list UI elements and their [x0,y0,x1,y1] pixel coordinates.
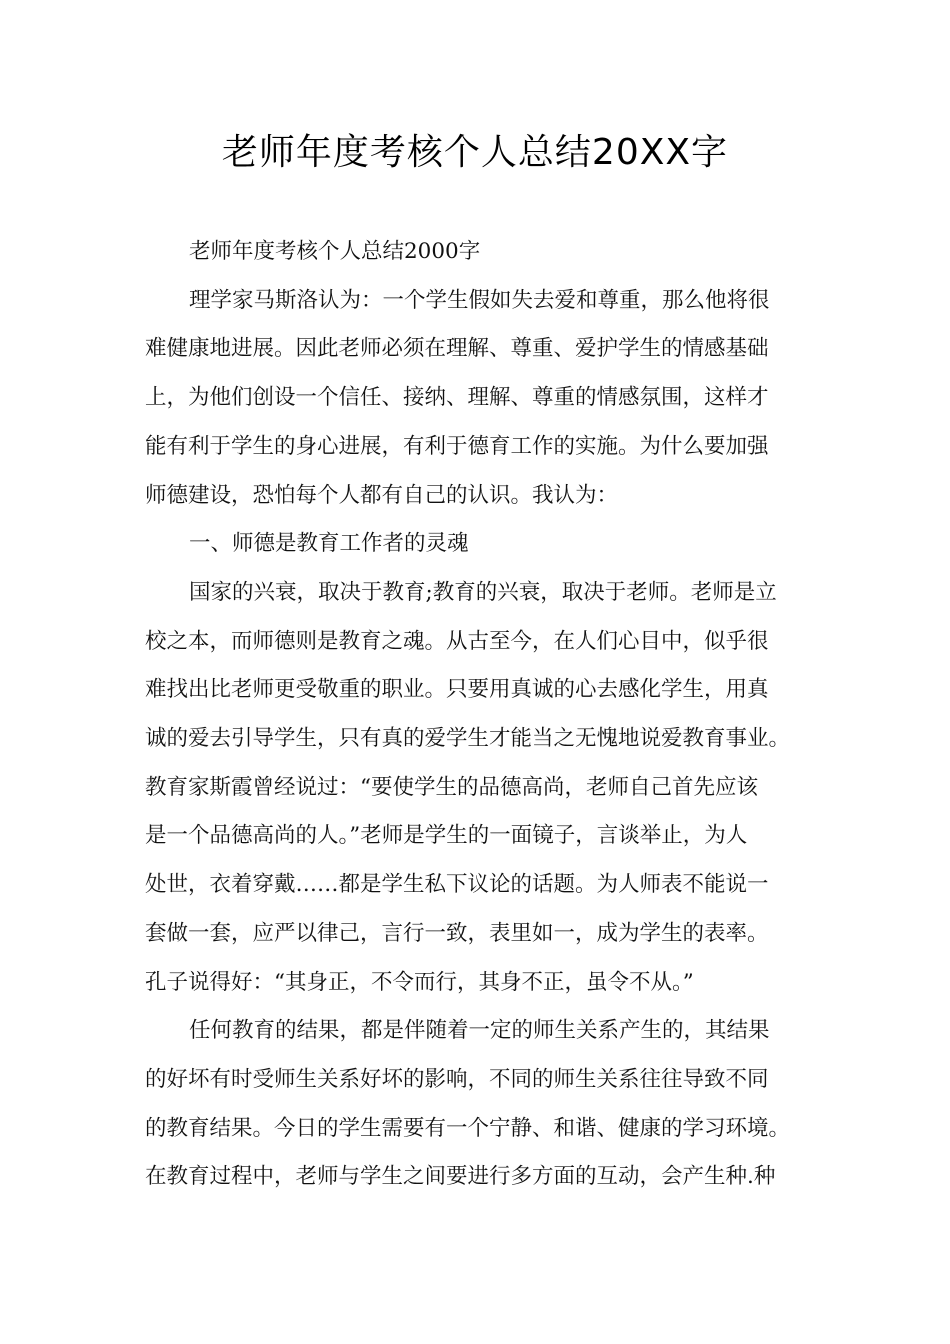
text-line: 的好坏有时受师生关系好坏的影响，不同的师生关系往往导致不同 [145,1066,769,1092]
text-line: 师德建设，恐怕每个人都有自己的认识。我认为： [145,482,619,508]
text-line: 是一个品德高尚的人。”老师是学生的一面镜子，言谈举止，为人 [145,823,748,849]
text-line: 难找出比老师更受敬重的职业。只要用真诚的心去感化学生，用真 [145,677,769,703]
text-line: 诚的爱去引导学生，只有真的爱学生才能当之无愧地说爱教育事业。 [145,726,791,752]
text-line: 上，为他们创设一个信任、接纳、理解、尊重的情感氛围，这样才 [145,385,769,411]
text-line: 一、师德是教育工作者的灵魂 [189,531,469,557]
text-line: 国家的兴衰，取决于教育;教育的兴衰，取决于老师。老师是立 [189,579,777,605]
paragraph [145,569,810,1007]
paragraph [145,228,810,277]
document-body [145,228,810,1202]
text-line: 处世，衣着穿戴……都是学生私下议论的话题。为人师表不能说一 [145,872,769,898]
text-line: 教育家斯霞曾经说过：“要使学生的品德高尚，老师自己首先应该 [145,774,758,800]
text-line: 在教育过程中，老师与学生之间要进行多方面的互动，会产生种.种 [145,1164,776,1190]
paragraph [145,277,810,521]
text-line: 孔子说得好：“其身正，不令而行，其身不正，虽令不从。” [145,969,694,995]
text-line: 套做一套，应严以律己，言行一致，表里如一，成为学生的表率。 [145,920,769,946]
document-title: 老师年度考核个人总结20XX字 [221,132,729,173]
text-line: 的教育结果。今日的学生需要有一个宁静、和谐、健康的学习环境。 [145,1115,791,1141]
paragraph [145,520,810,569]
text-line: 老师年度考核个人总结2000字 [189,239,481,264]
text-line: 难健康地进展。因此老师必须在理解、尊重、爱护学生的情感基础 [145,336,769,362]
text-line: 校之本，而师德则是教育之魂。从古至今，在人们心目中，似乎很 [145,628,769,654]
text-line: 理学家马斯洛认为：一个学生假如失去爱和尊重，那么他将很 [189,287,770,313]
text-line: 任何教育的结果，都是伴随着一定的师生关系产生的，其结果 [189,1018,770,1044]
text-line: 能有利于学生的身心进展，有利于德育工作的实施。为什么要加强 [145,433,769,459]
paragraph [145,1007,810,1202]
